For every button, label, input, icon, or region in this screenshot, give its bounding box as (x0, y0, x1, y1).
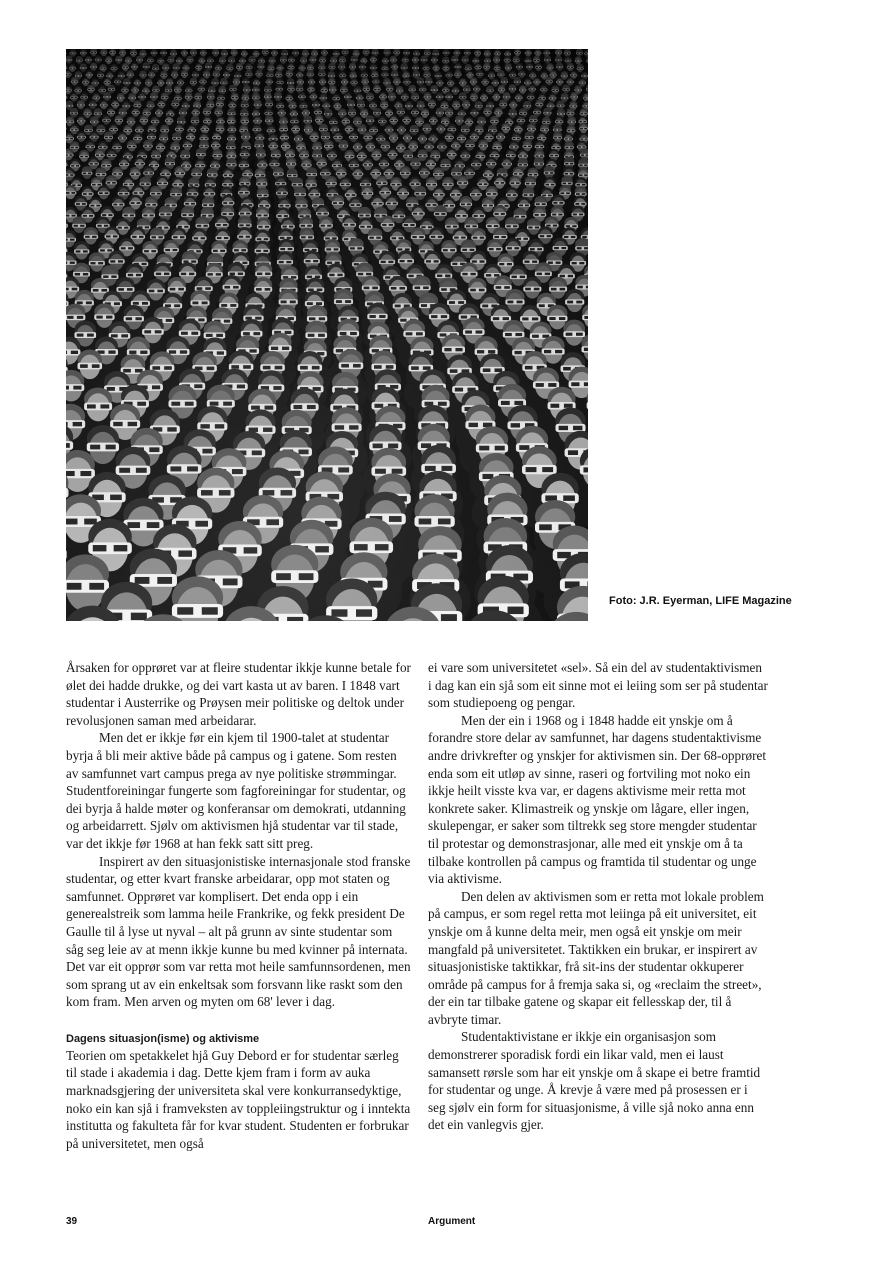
crowd-illustration (66, 49, 588, 621)
audience-3d-glasses-photo (66, 49, 588, 621)
